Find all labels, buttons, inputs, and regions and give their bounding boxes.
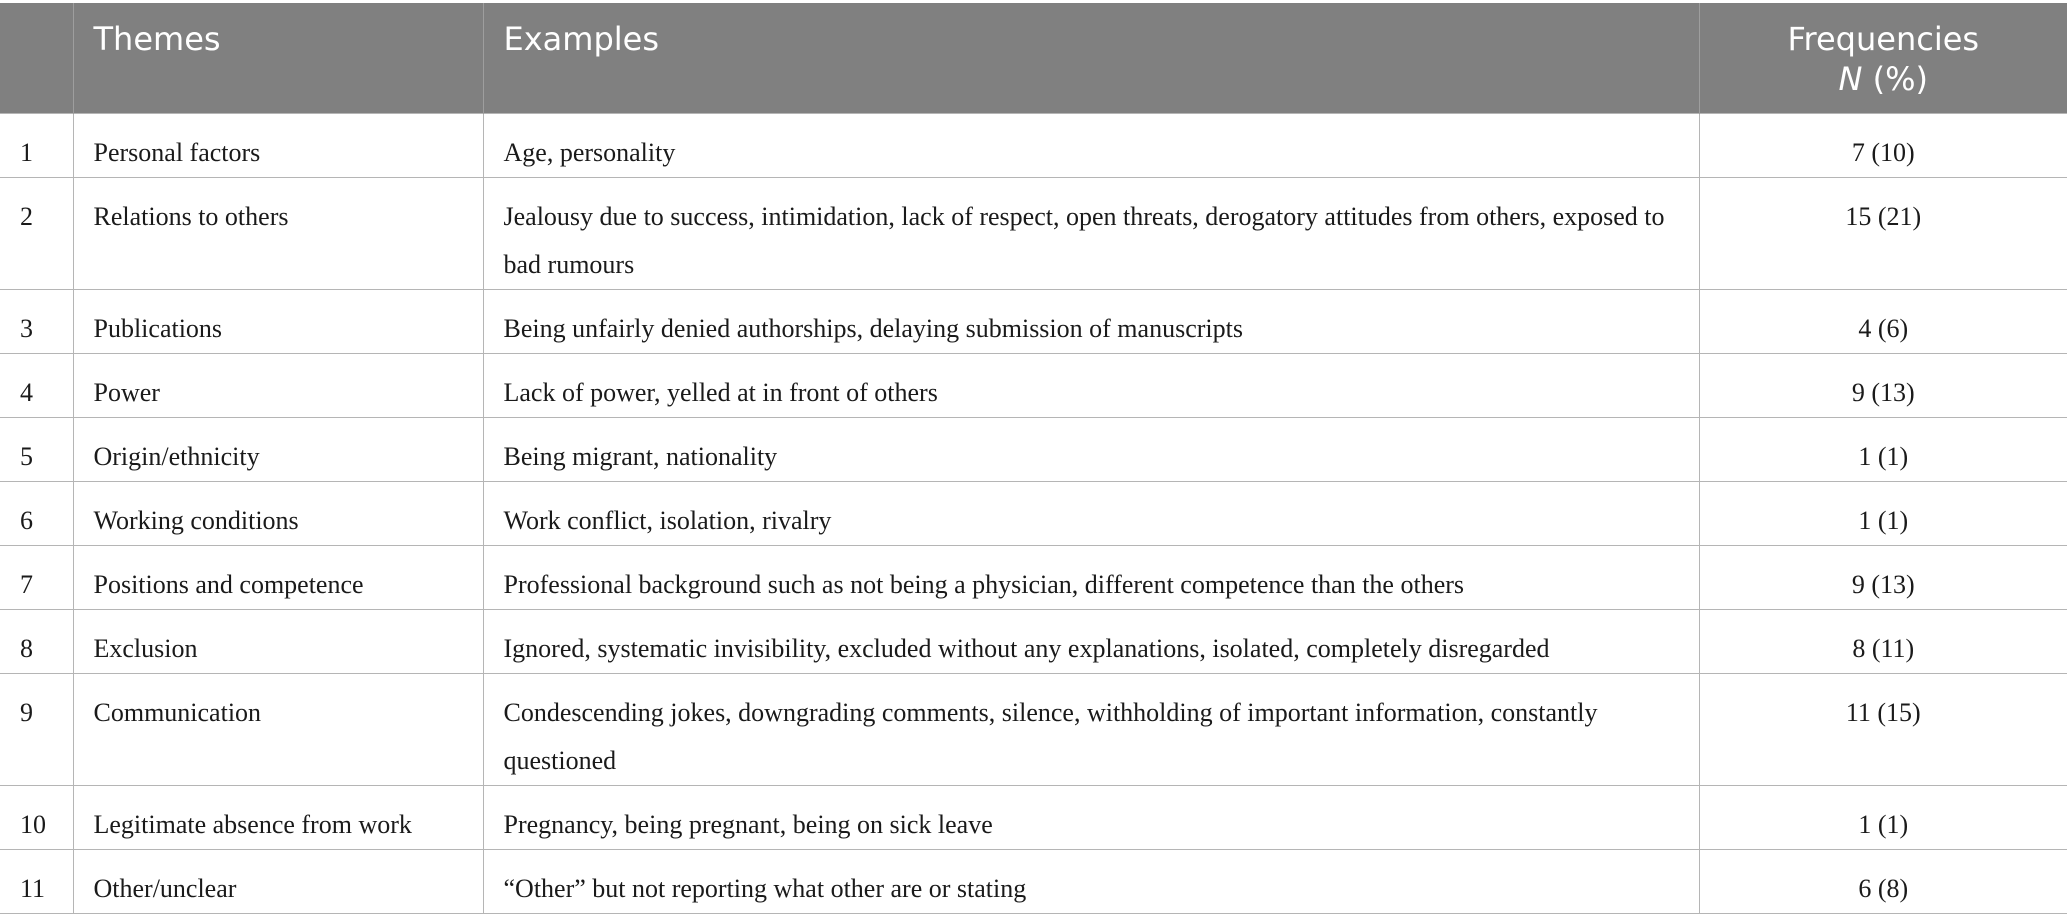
table-row [0, 609, 2067, 673]
row-examples: Condescending jokes, downgrading comments, silence, withholding of important information, constantly questioned [483, 673, 1699, 785]
row-frequency: 1 (1) [1699, 417, 2067, 481]
row-theme: Exclusion [73, 609, 483, 673]
header-themes: Themes [73, 3, 483, 113]
table-row [0, 545, 2067, 609]
row-number: 5 [0, 417, 73, 481]
row-examples: Professional background such as not being a physician, different competence than the others [483, 545, 1699, 609]
row-frequency: 11 (15) [1699, 673, 2067, 785]
row-examples: Being migrant, nationality [483, 417, 1699, 481]
row-frequency: 15 (21) [1699, 177, 2067, 289]
table-row [0, 353, 2067, 417]
row-frequency: 7 (10) [1699, 113, 2067, 177]
header-frequencies-pct: (%) [1862, 60, 1928, 98]
row-examples: Ignored, systematic invisibility, excluded without any explanations, isolated, completely disregarded [483, 609, 1699, 673]
header-examples: Examples [483, 3, 1699, 113]
row-number: 6 [0, 481, 73, 545]
row-examples: Work conflict, isolation, rivalry [483, 481, 1699, 545]
row-number: 8 [0, 609, 73, 673]
row-number: 2 [0, 177, 73, 289]
row-theme: Legitimate absence from work [73, 785, 483, 849]
row-frequency: 1 (1) [1699, 481, 2067, 545]
header-frequencies-sub [1700, 59, 2067, 99]
row-examples: Jealousy due to success, intimidation, lack of respect, open threats, derogatory attitudes from others, exposed to bad rumours [483, 177, 1699, 289]
row-number: 10 [0, 785, 73, 849]
row-number: 4 [0, 353, 73, 417]
header-frequencies-label: Frequencies [1787, 20, 1979, 58]
row-theme: Publications [73, 289, 483, 353]
row-frequency: 8 (11) [1699, 609, 2067, 673]
row-frequency: 9 (13) [1699, 353, 2067, 417]
header-number [0, 3, 73, 113]
table-row [0, 113, 2067, 177]
row-number: 7 [0, 545, 73, 609]
row-theme: Communication [73, 673, 483, 785]
header-frequencies-n: N [1839, 60, 1863, 98]
table-row [0, 289, 2067, 353]
row-number: 1 [0, 113, 73, 177]
row-number: 9 [0, 673, 73, 785]
row-number: 3 [0, 289, 73, 353]
table-body [0, 113, 2067, 913]
row-frequency: 4 (6) [1699, 289, 2067, 353]
table-row [0, 785, 2067, 849]
row-theme: Power [73, 353, 483, 417]
themes-table [0, 3, 2067, 914]
row-theme: Personal factors [73, 113, 483, 177]
row-examples: Lack of power, yelled at in front of others [483, 353, 1699, 417]
table-row [0, 673, 2067, 785]
row-frequency: 9 (13) [1699, 545, 2067, 609]
header-frequencies [1699, 3, 2067, 113]
row-theme: Working conditions [73, 481, 483, 545]
header-row [0, 3, 2067, 113]
row-theme: Positions and competence [73, 545, 483, 609]
row-examples: “Other” but not reporting what other are or stating [483, 849, 1699, 913]
table-row [0, 849, 2067, 913]
row-examples: Pregnancy, being pregnant, being on sick leave [483, 785, 1699, 849]
row-frequency: 1 (1) [1699, 785, 2067, 849]
table-row [0, 481, 2067, 545]
table-row [0, 177, 2067, 289]
row-theme: Other/unclear [73, 849, 483, 913]
row-frequency: 6 (8) [1699, 849, 2067, 913]
row-theme: Origin/ethnicity [73, 417, 483, 481]
row-examples: Age, personality [483, 113, 1699, 177]
row-number: 11 [0, 849, 73, 913]
row-examples: Being unfairly denied authorships, delaying submission of manuscripts [483, 289, 1699, 353]
table-header [0, 3, 2067, 113]
table-row [0, 417, 2067, 481]
row-theme: Relations to others [73, 177, 483, 289]
